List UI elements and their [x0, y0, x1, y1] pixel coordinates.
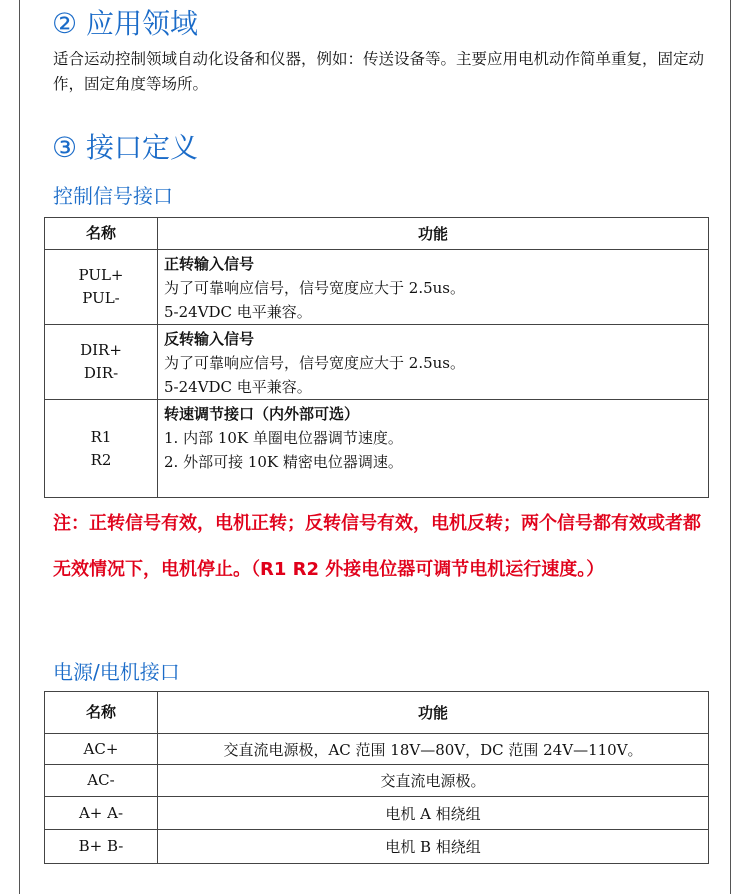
function-heading: 正转输入信号: [164, 255, 255, 273]
header-name: 名称: [45, 692, 158, 734]
terminal-function: 电机 B 相绕组: [158, 830, 709, 864]
signal-name: R2: [90, 450, 112, 469]
terminal-function: 交直流电源极，AC 范围 18V—80V，DC 范围 24V—110V。: [158, 734, 709, 765]
table-row: [45, 250, 709, 325]
signal-name: PUL+: [78, 266, 124, 284]
signal-name-cell: [45, 400, 158, 498]
header-function: 功能: [158, 218, 709, 250]
table-header-row: [45, 218, 709, 250]
signal-name-cell: [45, 250, 158, 325]
section-title-application: ② 应用领域: [52, 7, 199, 40]
subtitle-control-signal: 控制信号接口: [53, 184, 173, 208]
signal-name-cell: [45, 325, 158, 400]
terminal-name: AC+: [45, 734, 158, 765]
application-paragraph: 适合运动控制领域自动化设备和仪器，例如：传送设备等。主要应用电机动作简单重复，固定动作，固定角度等场所。: [53, 50, 705, 93]
header-function: 功能: [158, 692, 709, 734]
signal-function-cell: [158, 250, 709, 325]
right-border-line: [730, 0, 731, 894]
table-header-row: [45, 692, 709, 734]
function-heading: 反转输入信号: [164, 330, 255, 348]
signal-function-cell: [158, 400, 709, 498]
function-line: 1. 内部 10K 单圈电位器调节速度。: [164, 429, 403, 447]
header-name: 名称: [45, 218, 158, 250]
left-border-line: [19, 0, 20, 894]
function-line: 5-24VDC 电平兼容。: [164, 378, 312, 396]
terminal-function: 交直流电源极。: [158, 765, 709, 797]
table-row: [45, 400, 709, 498]
power-motor-table: [44, 691, 709, 864]
signal-name: PUL-: [82, 289, 120, 307]
terminal-name: B+ B-: [45, 830, 158, 864]
subtitle-power-motor: 电源/电机接口: [53, 660, 180, 684]
function-line: 5-24VDC 电平兼容。: [164, 303, 312, 321]
signal-name: DIR+: [80, 341, 122, 359]
control-signal-table: [44, 217, 709, 498]
signal-name: R1: [90, 427, 112, 446]
table-row: [45, 734, 709, 765]
terminal-function: 电机 A 相绕组: [158, 797, 709, 830]
function-heading: 转速调节接口（内外部可选）: [164, 405, 360, 423]
table-row: [45, 765, 709, 797]
table-row: [45, 830, 709, 864]
terminal-name: AC-: [45, 765, 158, 797]
terminal-name: A+ A-: [45, 797, 158, 830]
function-line: 2. 外部可接 10K 精密电位器调速。: [164, 453, 403, 471]
signal-name: DIR-: [83, 364, 119, 382]
table-row: [45, 325, 709, 400]
function-line: 为了可靠响应信号，信号宽度应大于 2.5us。: [164, 279, 465, 297]
note-paragraph: 注：正转信号有效，电机正转；反转信号有效，电机反转；两个信号都有效或者都无效情况下，电机停止。（R1 R2 外接电位器可调节电机运行速度。）: [53, 513, 701, 580]
function-line: 为了可靠响应信号，信号宽度应大于 2.5us。: [164, 354, 465, 372]
signal-function-cell: [158, 325, 709, 400]
section-title-interface: ③ 接口定义: [52, 131, 199, 164]
table-row: [45, 797, 709, 830]
